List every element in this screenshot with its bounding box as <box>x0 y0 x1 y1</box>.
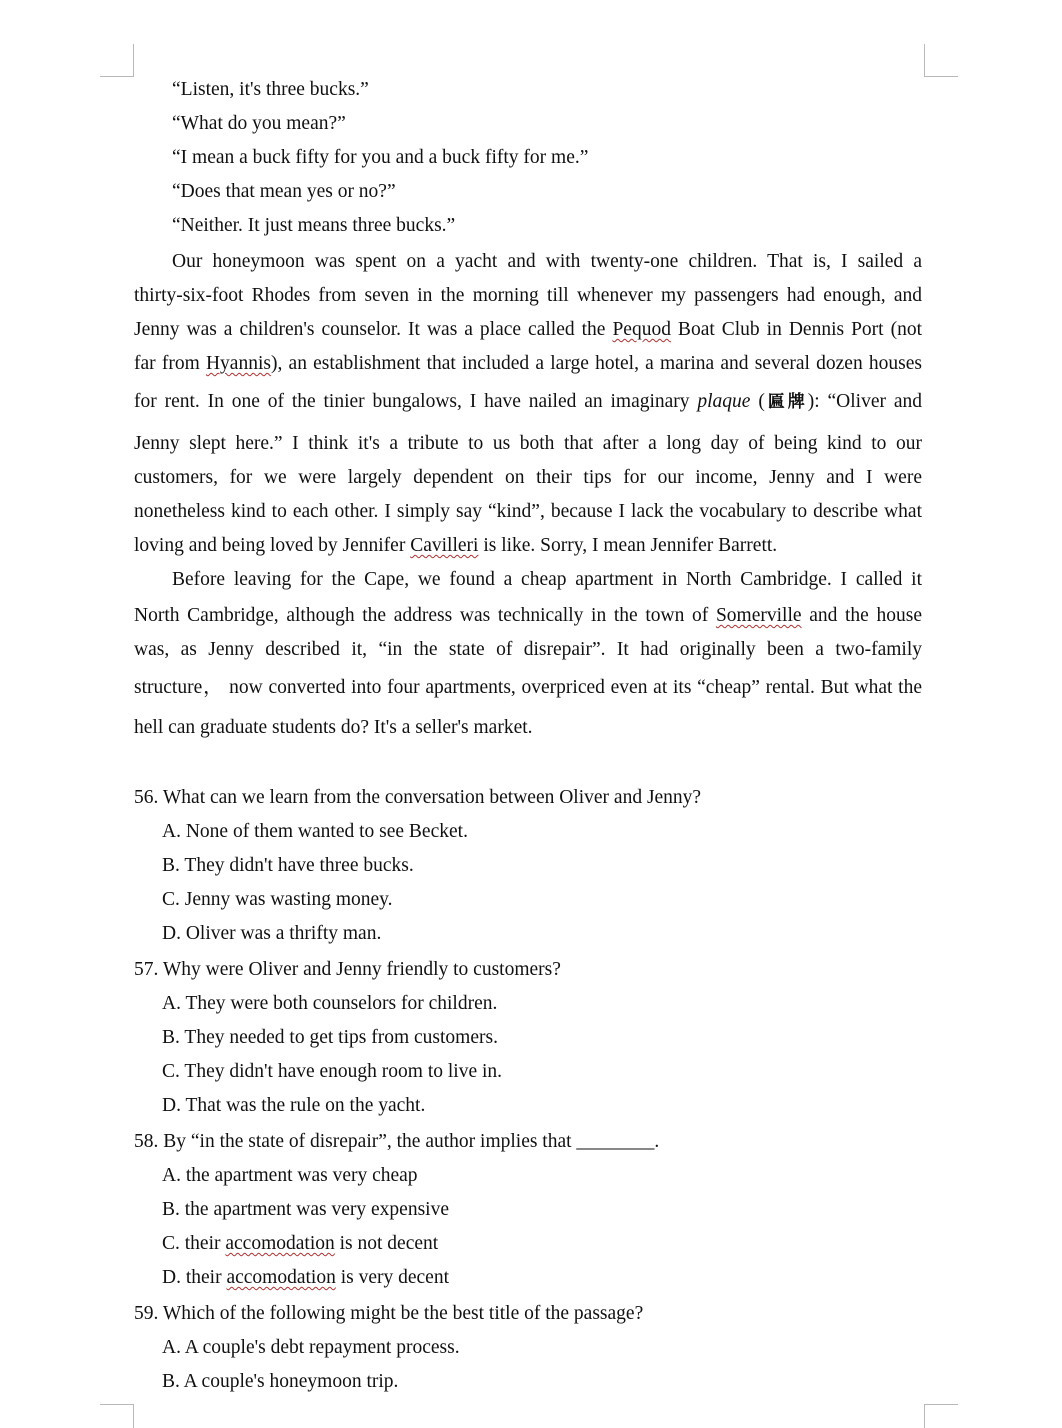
question-58-option-a: A. the apartment was very cheap <box>162 1165 418 1186</box>
para1-line <box>134 390 922 414</box>
chinese-gloss: 匾牌 <box>764 392 808 412</box>
para1-line <box>134 352 922 376</box>
text-span: for rent. In one of the tinier bungalows, I have nailed an imaginary <box>134 391 698 412</box>
crop-mark-top-left-h <box>100 76 134 77</box>
text-span: North Cambridge, although the address was technically in the town of <box>134 605 716 626</box>
text-span: far from <box>134 353 206 374</box>
spellcheck-word: accomodation <box>226 1267 336 1288</box>
question-57-option-a: A. They were both counselors for children. <box>162 993 498 1014</box>
question-58-stem: 58. By “in the state of disrepair”, the author implies that ________. <box>134 1131 660 1152</box>
crop-mark-bottom-left-h <box>100 1404 134 1405</box>
dialogue-line: “What do you mean?” <box>172 113 346 134</box>
crop-mark-bottom-right-h <box>924 1404 958 1405</box>
question-59-option-a: A. A couple's debt repayment process. <box>162 1337 460 1358</box>
spellcheck-word: Cavilleri <box>410 535 479 556</box>
para2-line: was, as Jenny described it, “in the state of disrepair”. It had originally been a two-family <box>134 639 922 660</box>
question-56-option-b: B. They didn't have three bucks. <box>162 855 414 876</box>
dialogue-line: “Listen, it's three bucks.” <box>172 79 369 100</box>
text-span: D. their <box>162 1267 227 1288</box>
text-span: is like. Sorry, I mean Jennifer Barrett. <box>478 535 778 556</box>
crop-mark-top-left-v <box>133 44 134 77</box>
crop-mark-top-right-h <box>924 76 958 77</box>
crop-mark-bottom-left-v <box>133 1404 134 1428</box>
para1-line: nonetheless kind to each other. I simply say “kind”, because I lack the vocabulary to describe what <box>134 501 922 522</box>
spellcheck-word: Somerville <box>715 605 802 626</box>
para2-line: structure， now converted into four apartments, overpriced even at its “cheap” rental. But what the <box>134 677 922 698</box>
para1-line <box>134 534 922 558</box>
para2-line: hell can graduate students do? It's a seller's market. <box>134 717 533 738</box>
text-span: is not decent <box>334 1233 439 1254</box>
text-span: ): “Oliver and <box>807 391 923 412</box>
para1-line <box>134 318 922 342</box>
text-span: C. their <box>162 1233 226 1254</box>
dialogue-line: “Neither. It just means three bucks.” <box>172 215 456 236</box>
para2-line: Before leaving for the Cape, we found a cheap apartment in North Cambridge. I called it <box>172 569 922 590</box>
question-58-option-c <box>162 1232 438 1256</box>
text-span: ( <box>750 391 765 412</box>
question-57-option-b: B. They needed to get tips from customers. <box>162 1027 498 1048</box>
dialogue-line: “Does that mean yes or no?” <box>172 181 396 202</box>
para1-line: thirty-six-foot Rhodes from seven in the morning till whenever my passengers had enough, and <box>134 285 922 306</box>
spellcheck-word: Pequod <box>612 319 671 340</box>
crop-mark-bottom-right-v <box>924 1404 925 1428</box>
question-59-option-b: B. A couple's honeymoon trip. <box>162 1371 399 1392</box>
question-59-stem: 59. Which of the following might be the best title of the passage? <box>134 1303 644 1324</box>
text-span: Jenny was a children's counselor. It was a place called the <box>134 319 613 340</box>
text-span: is very decent <box>335 1267 449 1288</box>
question-58-option-d <box>162 1266 449 1290</box>
question-57-stem: 57. Why were Oliver and Jenny friendly to customers? <box>134 959 561 980</box>
para1-line: Our honeymoon was spent on a yacht and with twenty-one children. That is, I sailed a <box>172 251 922 272</box>
para1-line: Jenny slept here.” I think it's a tribute to us both that after a long day of being kind to our <box>134 433 922 454</box>
crop-mark-top-right-v <box>924 44 925 77</box>
para1-line: customers, for we were largely dependent on their tips for our income, Jenny and I were <box>134 467 922 488</box>
text-span: Boat Club in Dennis Port (not <box>670 319 922 340</box>
para2-line <box>134 604 922 628</box>
question-57-option-d: D. That was the rule on the yacht. <box>162 1095 426 1116</box>
spellcheck-word: accomodation <box>225 1233 335 1254</box>
question-58-option-b: B. the apartment was very expensive <box>162 1199 449 1220</box>
spellcheck-word: Hyannis <box>205 353 271 374</box>
question-56-stem: 56. What can we learn from the conversation between Oliver and Jenny? <box>134 787 702 808</box>
question-57-option-c: C. They didn't have enough room to live in. <box>162 1061 503 1082</box>
question-56-option-c: C. Jenny was wasting money. <box>162 889 393 910</box>
text-span: and the house <box>801 605 922 626</box>
question-56-option-a: A. None of them wanted to see Becket. <box>162 821 468 842</box>
dialogue-line: “I mean a buck fifty for you and a buck fifty for me.” <box>172 147 589 168</box>
text-span: loving and being loved by Jennifer <box>134 535 411 556</box>
italic-word: plaque <box>697 391 751 412</box>
text-span: ), an establishment that included a large hotel, a marina and several dozen houses <box>270 353 922 374</box>
question-56-option-d: D. Oliver was a thrifty man. <box>162 923 382 944</box>
